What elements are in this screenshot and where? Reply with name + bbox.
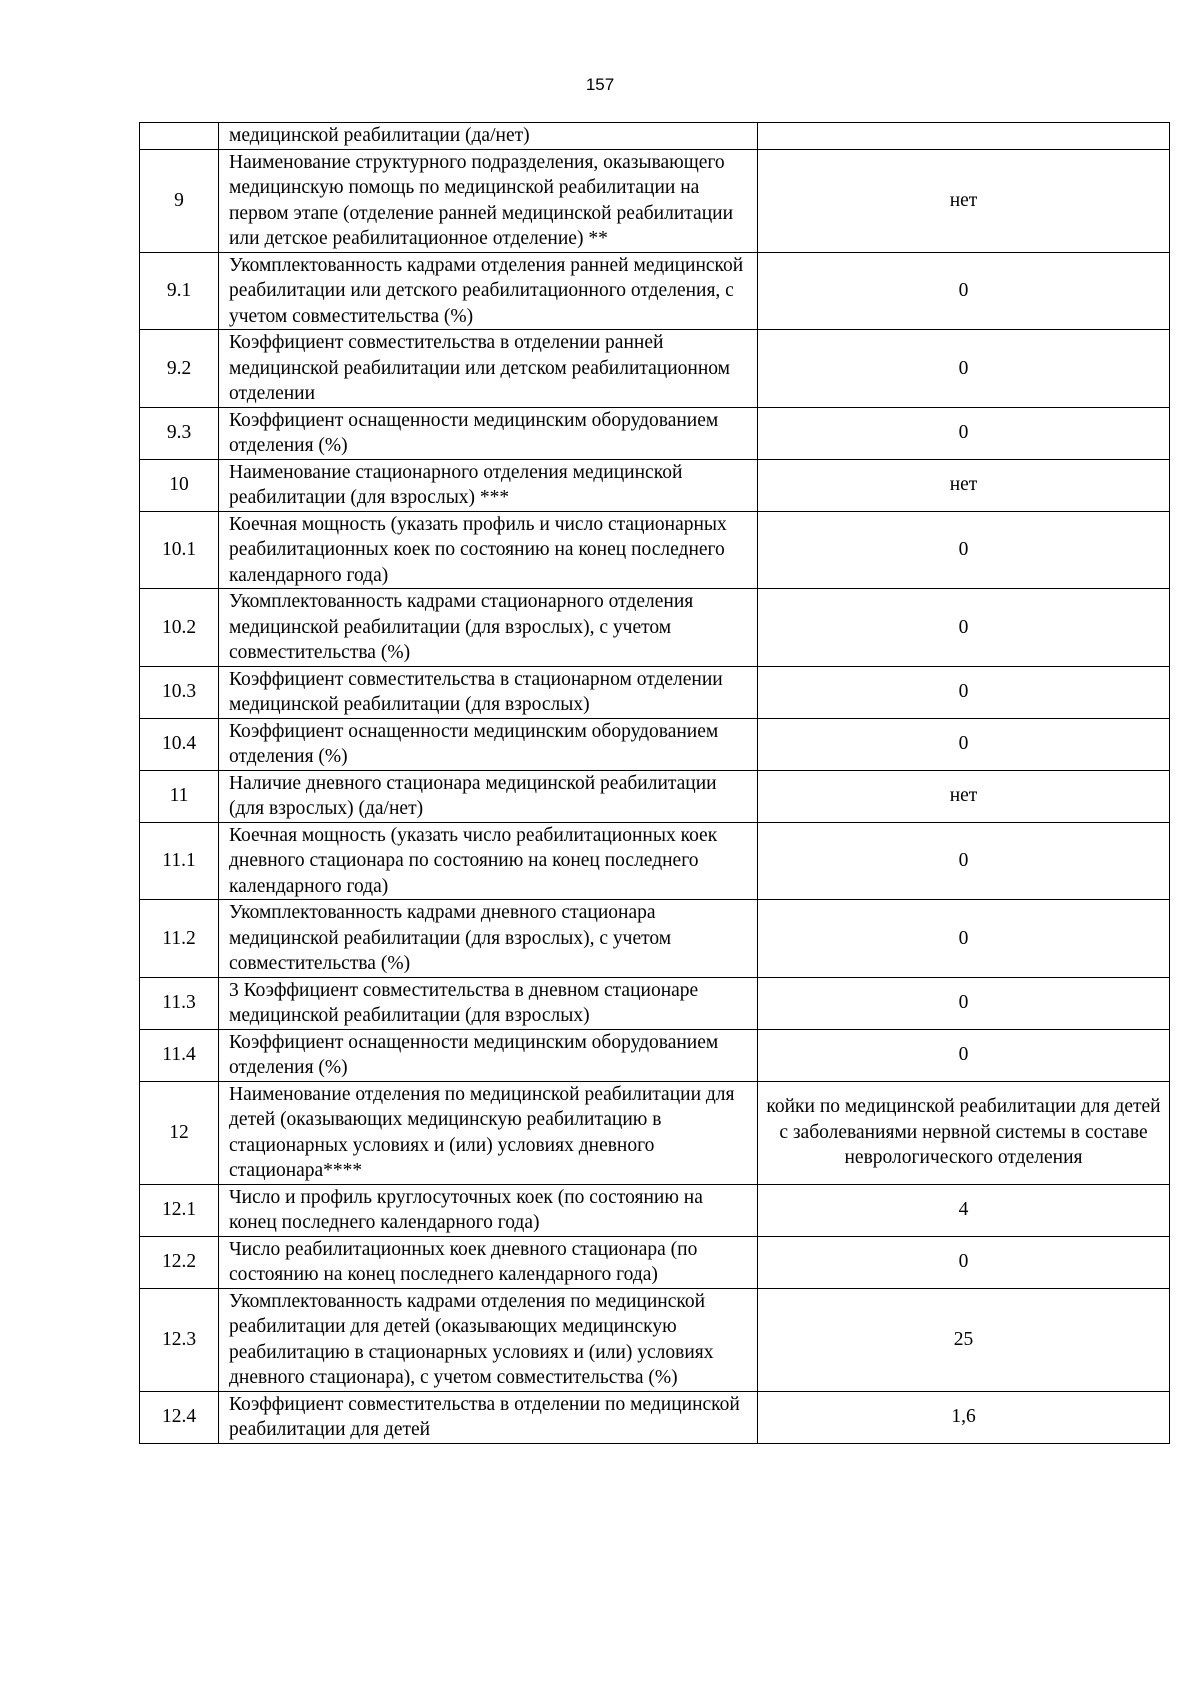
- row-value: нет: [758, 770, 1170, 822]
- row-number: 11.3: [140, 977, 219, 1029]
- table-row: [140, 1081, 1170, 1184]
- table-row: [140, 977, 1170, 1029]
- table-row: [140, 149, 1170, 252]
- row-value: 0: [758, 252, 1170, 330]
- row-number: 12.3: [140, 1288, 219, 1391]
- row-number: 9.1: [140, 252, 219, 330]
- row-number: 10.4: [140, 718, 219, 770]
- row-number: 11.2: [140, 900, 219, 978]
- table-row: [140, 1236, 1170, 1288]
- row-value: 0: [758, 330, 1170, 408]
- row-value: [758, 123, 1170, 150]
- table-row: [140, 900, 1170, 978]
- row-number: 12: [140, 1081, 219, 1184]
- row-number: 9.3: [140, 407, 219, 459]
- table-row: [140, 1029, 1170, 1081]
- row-number: 10.3: [140, 666, 219, 718]
- page-number: 157: [585, 75, 615, 94]
- row-description: Наименование структурного подразделения, оказывающего медицинскую помощь по медицинской реабилитации на первом этапе (отделение ранней медицинской реабилитации или детское реабилитационное отделение) **: [219, 149, 758, 252]
- row-description: Наличие дневного стационара медицинской реабилитации (для взрослых) (да/нет): [219, 770, 758, 822]
- row-value: нет: [758, 149, 1170, 252]
- row-value: нет: [758, 459, 1170, 511]
- row-number: [140, 123, 219, 150]
- table-row: [140, 511, 1170, 589]
- row-description: Укомплектованность кадрами отделения ранней медицинской реабилитации или детского реабилитационного отделения, с учетом совместительства (%): [219, 252, 758, 330]
- row-description: Коэффициент оснащенности медицинским оборудованием отделения (%): [219, 718, 758, 770]
- row-value: 4: [758, 1184, 1170, 1236]
- row-description: Число реабилитационных коек дневного стационара (по состоянию на конец последнего календарного года): [219, 1236, 758, 1288]
- row-number: 11.4: [140, 1029, 219, 1081]
- row-value: 0: [758, 511, 1170, 589]
- table-row: [140, 123, 1170, 150]
- row-value: койки по медицинской реабилитации для детей с заболеваниями нервной системы в составе неврологического отделения: [758, 1081, 1170, 1184]
- row-value: 25: [758, 1288, 1170, 1391]
- row-value: 0: [758, 718, 1170, 770]
- row-value: 0: [758, 1029, 1170, 1081]
- row-value: 0: [758, 822, 1170, 900]
- row-value: 0: [758, 407, 1170, 459]
- row-description: медицинской реабилитации (да/нет): [219, 123, 758, 150]
- table-row: [140, 1391, 1170, 1443]
- row-description: Коэффициент совместительства в отделении ранней медицинской реабилитации или детском реабилитационном отделении: [219, 330, 758, 408]
- table-row: [140, 770, 1170, 822]
- table-row: [140, 407, 1170, 459]
- row-number: 9: [140, 149, 219, 252]
- row-description: Коечная мощность (указать профиль и число стационарных реабилитационных коек по состоянию на конец последнего календарного года): [219, 511, 758, 589]
- table-row: [140, 1288, 1170, 1391]
- row-value: 0: [758, 1236, 1170, 1288]
- row-description: Наименование отделения по медицинской реабилитации для детей (оказывающих медицинскую реабилитацию в стационарных условиях и (или) условиях дневного стационара****: [219, 1081, 758, 1184]
- table-row: [140, 252, 1170, 330]
- row-number: 12.2: [140, 1236, 219, 1288]
- row-description: Коэффициент совместительства в отделении по медицинской реабилитации для детей: [219, 1391, 758, 1443]
- row-number: 11: [140, 770, 219, 822]
- row-number: 12.1: [140, 1184, 219, 1236]
- row-description: 3 Коэффициент совместительства в дневном стационаре медицинской реабилитации (для взрослых): [219, 977, 758, 1029]
- row-number: 10: [140, 459, 219, 511]
- row-value: 0: [758, 977, 1170, 1029]
- table-row: [140, 459, 1170, 511]
- row-description: Укомплектованность кадрами дневного стационара медицинской реабилитации (для взрослых), с учетом совместительства (%): [219, 900, 758, 978]
- table-row: [140, 666, 1170, 718]
- row-value: 0: [758, 900, 1170, 978]
- row-description: Число и профиль круглосуточных коек (по состоянию на конец последнего календарного года): [219, 1184, 758, 1236]
- row-value: 0: [758, 666, 1170, 718]
- table-row: [140, 718, 1170, 770]
- table-row: [140, 822, 1170, 900]
- table-row: [140, 1184, 1170, 1236]
- row-description: Укомплектованность кадрами отделения по медицинской реабилитации для детей (оказывающих медицинскую реабилитацию в стационарных условиях и (или) условиях дневного стационара), с учетом совместительства (%): [219, 1288, 758, 1391]
- row-number: 10.1: [140, 511, 219, 589]
- row-number: 10.2: [140, 589, 219, 667]
- row-description: Коэффициент совместительства в стационарном отделении медицинской реабилитации (для взрослых): [219, 666, 758, 718]
- row-description: Наименование стационарного отделения медицинской реабилитации (для взрослых) ***: [219, 459, 758, 511]
- row-description: Укомплектованность кадрами стационарного отделения медицинской реабилитации (для взрослых), с учетом совместительства (%): [219, 589, 758, 667]
- rehabilitation-indicators-table: [139, 122, 1170, 1444]
- row-description: Коэффициент оснащенности медицинским оборудованием отделения (%): [219, 1029, 758, 1081]
- row-value: 0: [758, 589, 1170, 667]
- row-number: 9.2: [140, 330, 219, 408]
- row-description: Коэффициент оснащенности медицинским оборудованием отделения (%): [219, 407, 758, 459]
- row-number: 11.1: [140, 822, 219, 900]
- table-row: [140, 589, 1170, 667]
- row-value: 1,6: [758, 1391, 1170, 1443]
- row-description: Коечная мощность (указать число реабилитационных коек дневного стационара по состоянию на конец последнего календарного года): [219, 822, 758, 900]
- row-number: 12.4: [140, 1391, 219, 1443]
- table-row: [140, 330, 1170, 408]
